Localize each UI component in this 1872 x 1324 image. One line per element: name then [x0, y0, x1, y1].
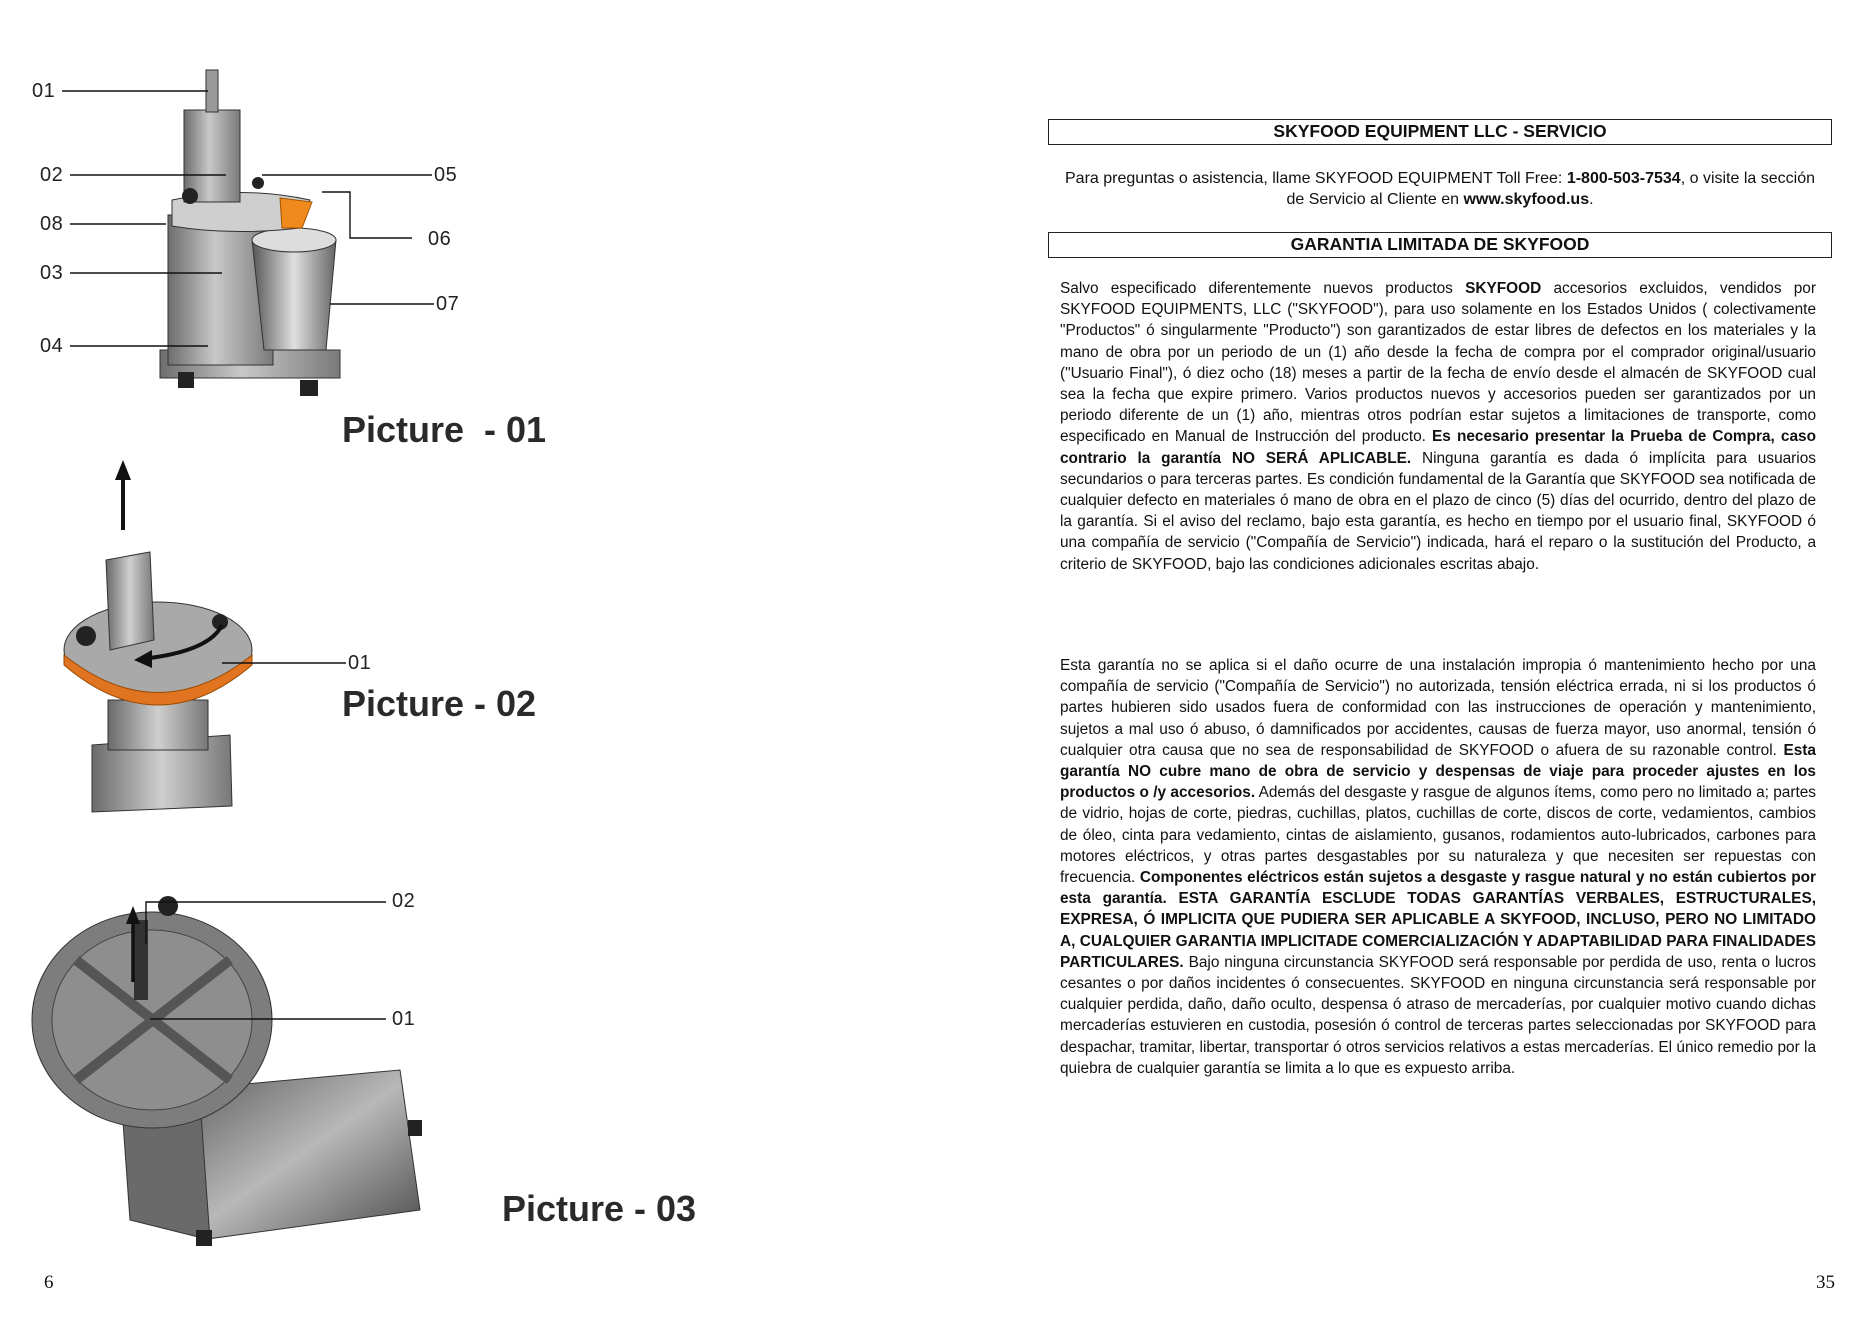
warranty-paragraph-2: Esta garantía no se aplica si el daño ocurre de una instalación impropia ó mantenimiento hecho por una compañía de servicio ("Compañía de Servicio") no autorizada, tensión eléctrica errada, ni si los productos ó partes hubieren sido usados fuera de conformidad con las instrucciones de operación y mantenimiento, sujetos a mal uso ó abuso, ó damnificados por accidentes, causas de fuerza mayor, uso anormal, tensión ó cualquier otra causa que no sea de responsabilidad de SKYFOOD o afuera de su razonable control. Esta garantía NO cubre mano de obra de servicio y despensas de viaje para proceder ajustes en los productos o /y accesorios. Además del desgaste y rasgue de algunos ítems, como pero no limitado a; partes de vidrio, hojas de corte, piedras, cuchillas, platos, cuchillas de corte, discos de corte, vedamientos, cambios de óleo, cinta para vedamiento, cintas de aislamiento, gusanos, rodamientos auto-lubricados, carbones para motores eléctricos, y otras partes desgastables por su naturaleza y que necesiten ser repuestas con frecuencia. Componentes eléctricos están sujetos a desgaste y rasgue natural y no están cubiertos por esta garantía. ESTA GARANTÍA ESCLUDE TODAS GARANTÍAS VERBALES, ESTRUCTURALES, EXPRESA, Ó IMPLICITA QUE PUDIERA SER APLICABLE A SKYFOOD, INCLUSO, PERO NO LIMITADO A, CUALQUIER GARANTIA IMPLICITADE COMERCIALIZACIÓN Y ADAPTABILIDAD PARA FINALIDADES PARTICULARES. Bajo ninguna circunstancia SKYFOOD será responsable por perdida de uso, renta o lucros cesantes o por daños incidentes ó consecuentes. SKYFOOD en ninguna circunstancia será responsable por cualquier perdida, daño, daño oculto, despensa ó atraso de mercaderías, por cualquier motivo cuando dichas mercaderías estuvieren en custodia, posesión ó control de terceras partes seleccionadas por SKYFOOD para despachar, tramitar, libertar, transportar ó otros servicios relativos a estas mercaderías. El único remedio por la quiebra de cualquier garantía se limita a lo que es expuesto arriba.: [1060, 657, 1816, 1077]
picture-03-illustration: [0, 0, 936, 1260]
service-heading: SKYFOOD EQUIPMENT LLC - SERVICIO: [1048, 119, 1832, 145]
callout-06: 06: [428, 228, 452, 250]
callout-02: 02: [40, 164, 64, 186]
callout-03-02: 02: [392, 890, 416, 912]
page-number-right: 35: [1816, 1272, 1835, 1293]
service-website: www.skyfood.us: [1463, 191, 1590, 208]
callout-05: 05: [434, 164, 458, 186]
picture-03-caption: Picture - 03: [502, 1188, 697, 1229]
callout-03: 03: [40, 262, 64, 284]
callout-07: 07: [436, 293, 460, 315]
callout-04: 04: [40, 335, 64, 357]
page-number-left: 6: [44, 1272, 54, 1293]
warranty-paragraph-1: Salvo especificado diferentemente nuevos productos SKYFOOD accesorios excluidos, vendidos por SKYFOOD EQUIPMENTS, LLC ("SKYFOOD"), para uso solamente en los Estados Unidos ( colectivamente "Productos" ó singularmente "Producto") son garantizados de estar libres de defectos en los materiales y la mano de obra por un periodo de un (1) año desde la fecha de compra por el comprador original/usuario ("Usuario Final"), ó diez ocho (18) meses a partir de la fecha de envío desde el almacén de SKYFOOD cual sea la fecha que expire primero. Varios productos nuevos y accesorios pueden ser garantizados por un periodo diferente de un (1) año, mientras otros podrían estar sujetos a limitaciones de transporte, como especificado en Manual de Instrucción del producto. Es necesario presentar la Prueba de Compra, caso contrario la garantía NO SERÁ APLICABLE. Ninguna garantía es dada ó implícita para usuarios secundarios o para terceras partes. Es condición fundamental de la Garantía que SKYFOOD sea notificada de cualquier defecto en materiales ó mano de obra en el plazo de cinco (5) días del ocurrido, dentro del plazo de la garantía. Si el aviso del reclamo, bajo esta garantía, es hecho en tiempo por el usuario final, SKYFOOD ó una compañía de servicio ("Compañía de Servicio") indicada, hará el reparo o la sustitución del Producto, a criterio de SKYFOOD, bajo las condiciones adicionales escritas abajo.: [1060, 280, 1816, 573]
callout-01: 01: [32, 80, 56, 102]
callout-03-01: 01: [392, 1008, 416, 1030]
warranty-heading: GARANTIA LIMITADA DE SKYFOOD: [1048, 232, 1832, 258]
callout-08: 08: [40, 213, 64, 235]
callout-02-01: 01: [348, 652, 372, 674]
picture-02-caption: Picture - 02: [342, 683, 537, 724]
picture-01-caption: Picture - 01: [342, 409, 547, 450]
service-phone: 1-800-503-7534: [1566, 170, 1681, 187]
right-page: [936, 0, 1872, 1324]
service-contact-text: Para preguntas o asistencia, llame SKYFOOD EQUIPMENT Toll Free: 1-800-503-7534, o visite la sección de Servicio al Cliente en www.skyfood.us.: [1065, 170, 1815, 208]
